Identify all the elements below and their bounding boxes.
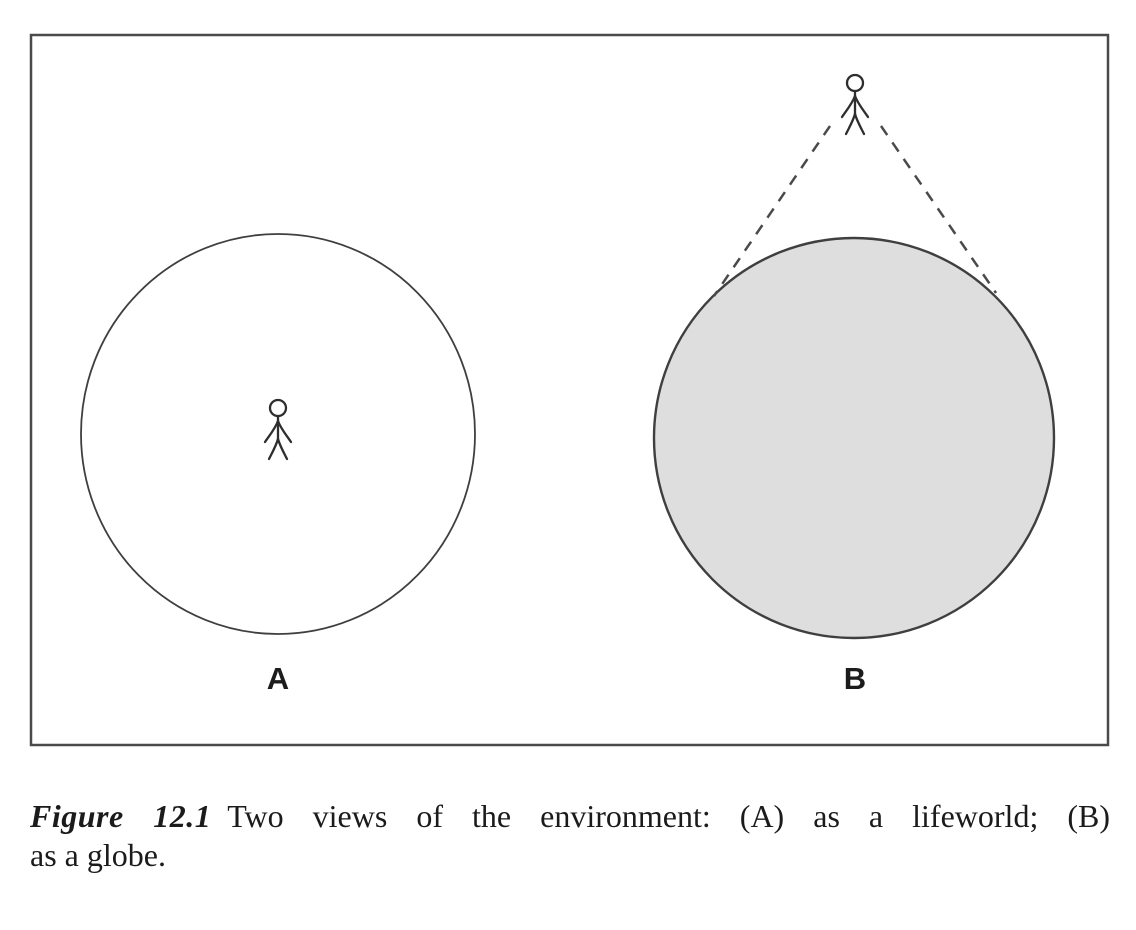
observer-person-icon: [842, 75, 868, 134]
figure-caption-line2: as a globe.: [30, 837, 166, 873]
figure-caption: [30, 797, 1110, 875]
figure-caption-line1: [30, 797, 1110, 836]
panel-a-label: A: [266, 661, 290, 696]
globe-circle: [654, 238, 1054, 638]
figure-caption-text: Two views of the environment: (A) as a lifeworld; (B): [227, 798, 1111, 834]
figure-number: Figure 12.1: [30, 798, 212, 834]
panel-b-label: B: [843, 661, 867, 696]
